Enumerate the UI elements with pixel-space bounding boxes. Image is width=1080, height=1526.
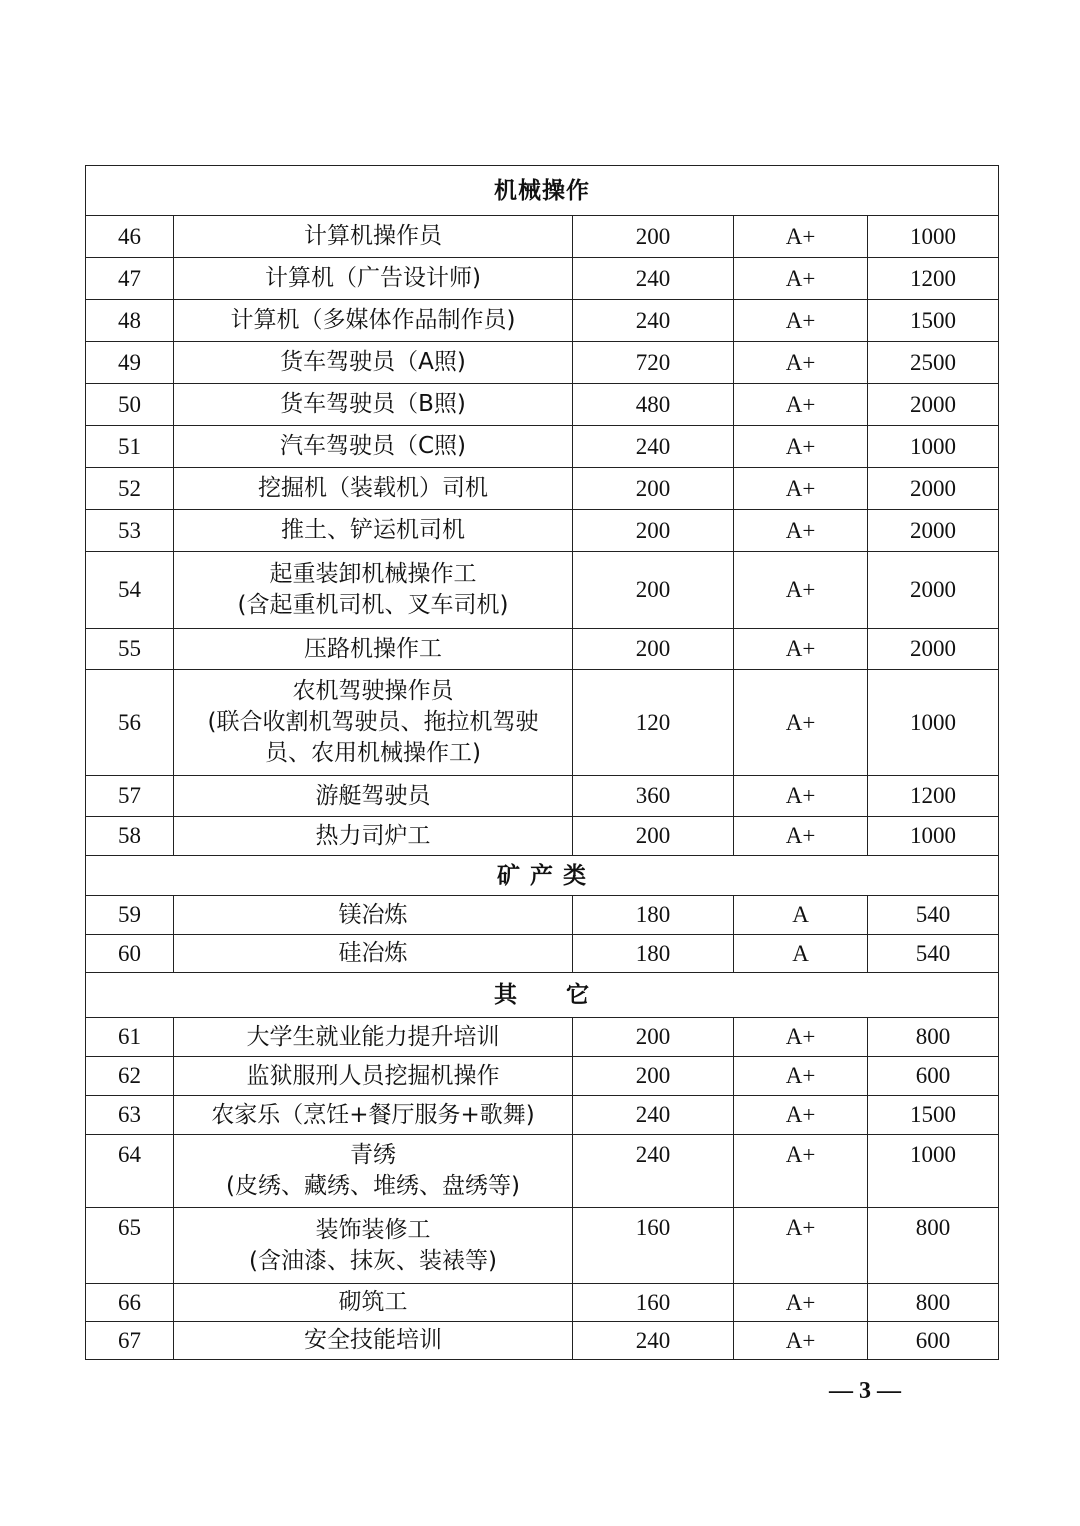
row-number: 46: [86, 216, 174, 258]
course-name: [174, 510, 573, 552]
course-name-line: 硅冶炼: [338, 940, 408, 966]
section-header-row: [86, 166, 999, 216]
row-number: 59: [86, 896, 174, 935]
page-number: — 3 —: [829, 1378, 901, 1404]
course-name: [174, 342, 573, 384]
row-number: 52: [86, 468, 174, 510]
course-name-line: 压路机操作工: [304, 635, 442, 662]
course-name-line: 计算机（广告设计师): [265, 265, 481, 291]
course-grade: A+: [734, 1208, 868, 1284]
table-row: [86, 935, 999, 973]
course-amount: 800: [868, 1018, 999, 1057]
row-number: 56: [86, 670, 174, 776]
row-number: 48: [86, 300, 174, 342]
course-grade: A+: [734, 776, 868, 817]
course-name-line: (联合收割机驾驶员、拖拉机驾驶: [207, 709, 539, 735]
row-number: 55: [86, 629, 174, 670]
table-row: [86, 258, 999, 300]
course-hours: 200: [573, 552, 734, 629]
course-grade: A+: [734, 1135, 868, 1208]
course-amount: 1200: [868, 776, 999, 817]
table-row: [86, 1096, 999, 1135]
section-title: 矿 产 类: [86, 856, 999, 896]
course-grade: A+: [734, 817, 868, 856]
course-name-line: 货车驾驶员（A照): [280, 349, 466, 375]
course-hours: 360: [573, 776, 734, 817]
row-number: 51: [86, 426, 174, 468]
course-amount: 1500: [868, 300, 999, 342]
course-name: [174, 1284, 573, 1322]
course-name-line: 监狱服刑人员挖掘机操作: [246, 1062, 500, 1089]
course-grade: A+: [734, 468, 868, 510]
course-name: [174, 670, 573, 776]
course-hours: 200: [573, 1018, 734, 1057]
course-grade: A+: [734, 426, 868, 468]
course-grade: A+: [734, 552, 868, 629]
course-grade: A+: [734, 1018, 868, 1057]
row-number: 64: [86, 1135, 174, 1208]
course-name-line: 汽车驾驶员（C照): [279, 433, 467, 459]
course-name: [174, 896, 573, 935]
row-number: 50: [86, 384, 174, 426]
course-name: [174, 426, 573, 468]
table-row: [86, 1208, 999, 1284]
course-amount: 1000: [868, 216, 999, 258]
course-amount: 1000: [868, 817, 999, 856]
course-hours: 240: [573, 300, 734, 342]
course-name-line: 游艇驾驶员: [315, 782, 431, 809]
table-row: [86, 776, 999, 817]
course-amount: 2500: [868, 342, 999, 384]
course-name: [174, 300, 573, 342]
course-grade: A+: [734, 1322, 868, 1360]
table-row: [86, 510, 999, 552]
course-amount: 540: [868, 935, 999, 973]
course-amount: 2000: [868, 384, 999, 426]
section-header-row: [86, 856, 999, 896]
course-amount: 1500: [868, 1096, 999, 1135]
course-hours: 200: [573, 629, 734, 670]
course-hours: 240: [573, 258, 734, 300]
table-row: [86, 552, 999, 629]
course-hours: 480: [573, 384, 734, 426]
course-name: [174, 1096, 573, 1135]
course-hours: 180: [573, 896, 734, 935]
row-number: 62: [86, 1057, 174, 1096]
course-name-line: 青绣: [350, 1142, 396, 1168]
table-row: [86, 896, 999, 935]
table-row: [86, 1057, 999, 1096]
course-name-line: 农机驾驶操作员: [292, 678, 454, 704]
course-name: [174, 817, 573, 856]
course-grade: A: [734, 896, 868, 935]
course-amount: 540: [868, 896, 999, 935]
course-name-line: (含油漆、抹灰、装裱等): [249, 1247, 497, 1274]
row-number: 53: [86, 510, 174, 552]
course-name-line: 农家乐（烹饪+餐厅服务+歌舞): [211, 1101, 535, 1128]
course-amount: 1000: [868, 670, 999, 776]
course-name: [174, 776, 573, 817]
course-amount: 800: [868, 1284, 999, 1322]
row-number: 57: [86, 776, 174, 817]
course-name-line: 计算机（多媒体作品制作员): [230, 307, 516, 333]
course-hours: 120: [573, 670, 734, 776]
course-name-line: 大学生就业能力提升培训: [246, 1023, 500, 1050]
course-amount: 2000: [868, 629, 999, 670]
course-hours: 200: [573, 1057, 734, 1096]
course-name-line: 安全技能培训: [304, 1327, 442, 1353]
row-number: 66: [86, 1284, 174, 1322]
course-grade: A+: [734, 629, 868, 670]
row-number: 63: [86, 1096, 174, 1135]
course-name-line: 推土、铲运机司机: [281, 517, 465, 543]
course-amount: 1200: [868, 258, 999, 300]
course-name: [174, 468, 573, 510]
table-row: [86, 817, 999, 856]
course-name-line: 起重装卸机械操作工: [269, 561, 477, 587]
table-row: [86, 1284, 999, 1322]
course-name: [174, 1208, 573, 1284]
row-number: 60: [86, 935, 174, 973]
course-name: [174, 258, 573, 300]
course-name-line: 热力司炉工: [315, 822, 431, 849]
course-hours: 240: [573, 1096, 734, 1135]
course-name-line: (皮绣、藏绣、堆绣、盘绣等): [226, 1173, 520, 1199]
course-name: [174, 1322, 573, 1360]
course-hours: 200: [573, 510, 734, 552]
table-row: [86, 1018, 999, 1057]
course-grade: A+: [734, 510, 868, 552]
course-grade: A+: [734, 216, 868, 258]
course-name-line: 砌筑工: [338, 1289, 408, 1315]
table-row: [86, 670, 999, 776]
row-number: 54: [86, 552, 174, 629]
course-hours: 200: [573, 468, 734, 510]
course-grade: A+: [734, 1096, 868, 1135]
row-number: 61: [86, 1018, 174, 1057]
course-hours: 180: [573, 935, 734, 973]
course-name: [174, 216, 573, 258]
section-title: 机械操作: [86, 166, 999, 216]
course-hours: 240: [573, 1135, 734, 1208]
table-row: [86, 384, 999, 426]
table-row: [86, 1322, 999, 1360]
course-grade: A+: [734, 258, 868, 300]
row-number: 58: [86, 817, 174, 856]
row-number: 47: [86, 258, 174, 300]
course-name-line: 计算机操作员: [304, 223, 442, 249]
course-amount: 2000: [868, 510, 999, 552]
course-name-line: 装饰装修工: [315, 1216, 431, 1243]
course-hours: 240: [573, 1322, 734, 1360]
course-grade: A+: [734, 1284, 868, 1322]
course-hours: 160: [573, 1208, 734, 1284]
course-amount: 600: [868, 1322, 999, 1360]
row-number: 67: [86, 1322, 174, 1360]
course-name-line: 货车驾驶员（B照): [280, 391, 466, 417]
table-row: [86, 300, 999, 342]
course-hours: 200: [573, 216, 734, 258]
table-row: [86, 1135, 999, 1208]
course-name-line: 镁冶炼: [338, 901, 408, 928]
course-hours: 160: [573, 1284, 734, 1322]
course-name: [174, 384, 573, 426]
course-amount: 2000: [868, 468, 999, 510]
course-name: [174, 1018, 573, 1057]
course-amount: 800: [868, 1208, 999, 1284]
course-name-line: 员、农用机械操作工): [265, 740, 481, 766]
course-amount: 2000: [868, 552, 999, 629]
course-amount: 600: [868, 1057, 999, 1096]
course-hours: 200: [573, 817, 734, 856]
table-row: [86, 426, 999, 468]
course-hours: 720: [573, 342, 734, 384]
course-name-line: 挖掘机（装载机）司机: [258, 475, 488, 501]
course-grade: A+: [734, 342, 868, 384]
course-grade: A+: [734, 384, 868, 426]
table-row: [86, 216, 999, 258]
table-row: [86, 468, 999, 510]
table-row: [86, 629, 999, 670]
course-name: [174, 629, 573, 670]
course-amount: 1000: [868, 426, 999, 468]
row-number: 65: [86, 1208, 174, 1284]
row-number: 49: [86, 342, 174, 384]
course-name: [174, 552, 573, 629]
course-name: [174, 935, 573, 973]
course-name: [174, 1135, 573, 1208]
course-grade: A+: [734, 670, 868, 776]
table-row: [86, 342, 999, 384]
training-table: [85, 165, 999, 1360]
course-amount: 1000: [868, 1135, 999, 1208]
course-name: [174, 1057, 573, 1096]
section-header-row: [86, 973, 999, 1018]
course-name-line: (含起重机司机、叉车司机): [237, 592, 509, 618]
course-grade: A+: [734, 300, 868, 342]
section-title: 其 它: [86, 973, 999, 1018]
course-grade: A: [734, 935, 868, 973]
course-grade: A+: [734, 1057, 868, 1096]
course-hours: 240: [573, 426, 734, 468]
